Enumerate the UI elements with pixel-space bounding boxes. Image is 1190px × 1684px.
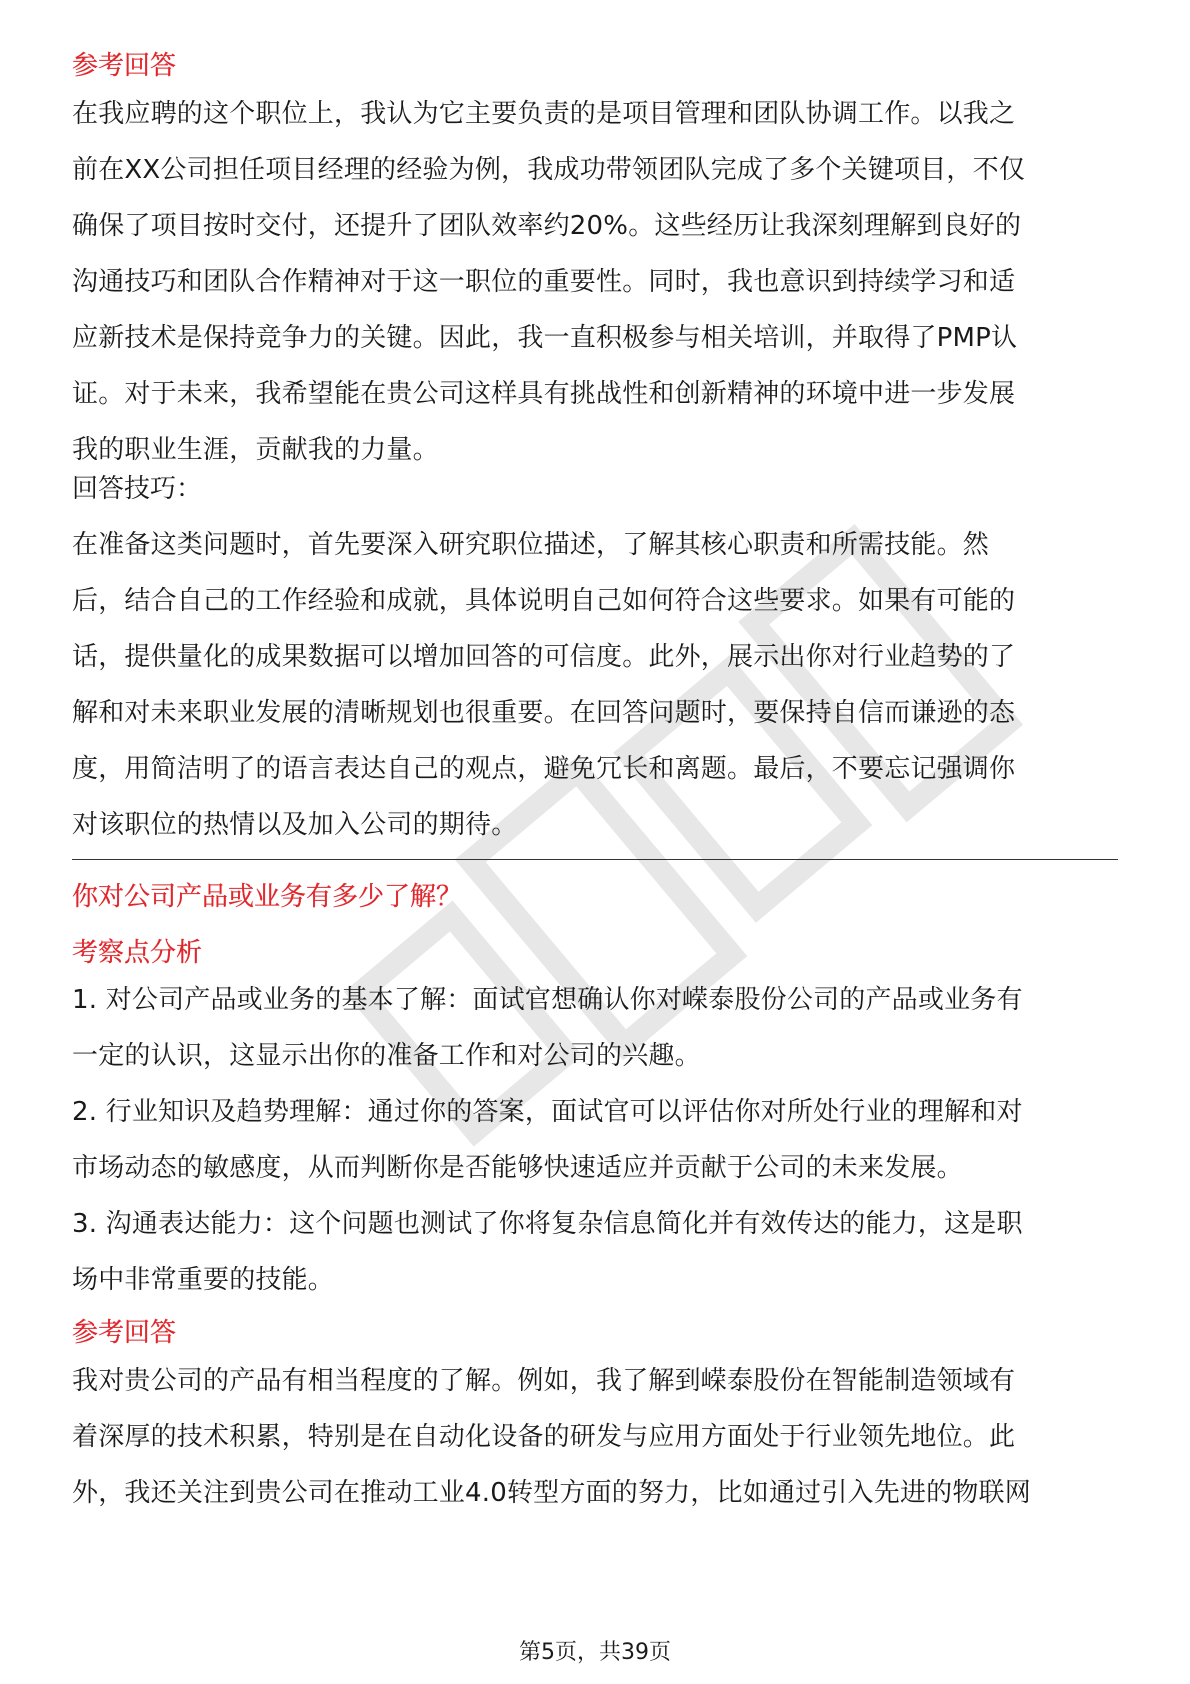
tips-line: 度，用简洁明了的语言表达自己的观点，避免冗长和离题。最后，不要忘记强调你 xyxy=(72,754,1016,784)
section-heading-analysis: 考察点分析 xyxy=(72,938,203,968)
answer-line: 我的职业生涯，贡献我的力量。 xyxy=(72,435,439,465)
analysis-line: 2. 行业知识及趋势理解：通过你的答案，面试官可以评估你对所处行业的理解和对 xyxy=(72,1097,1023,1127)
question-heading: 你对公司产品或业务有多少了解？ xyxy=(72,882,463,912)
tips-line: 后，结合自己的工作经验和成就，具体说明自己如何符合这些要求。如果有可能的 xyxy=(72,586,1016,616)
answer-line: 前在XX公司担任项目经理的经验为例，我成功带领团队完成了多个关键项目，不仅 xyxy=(72,155,1026,185)
analysis-line: 一定的认识，这显示出你的准备工作和对公司的兴趣。 xyxy=(72,1041,701,1071)
answer-line: 证。对于未来，我希望能在贵公司这样具有挑战性和创新精神的环境中进一步发展 xyxy=(72,379,1016,409)
answer-line: 确保了项目按时交付，还提升了团队效率约20%。这些经历让我深刻理解到良好的 xyxy=(72,211,1022,241)
section-divider xyxy=(72,859,1118,860)
answer-line: 着深厚的技术积累，特别是在自动化设备的研发与应用方面处于行业领先地位。此 xyxy=(72,1422,1016,1452)
answer-line: 沟通技巧和团队合作精神对于这一职位的重要性。同时，我也意识到持续学习和适 xyxy=(72,267,1016,297)
answer-line: 我对贵公司的产品有相当程度的了解。例如，我了解到嵘泰股份在智能制造领域有 xyxy=(72,1366,1016,1396)
tips-label: 回答技巧： xyxy=(72,474,203,504)
section-heading-reference-answer-2: 参考回答 xyxy=(72,1318,177,1348)
reference-answer-paragraph-2 xyxy=(72,1353,1118,1521)
page-footer: 第5页，共39页 xyxy=(519,1640,671,1665)
analysis-line: 1. 对公司产品或业务的基本了解：面试官想确认你对嵘泰股份公司的产品或业务有 xyxy=(72,985,1023,1015)
analysis-line: 3. 沟通表达能力：这个问题也测试了你将复杂信息简化并有效传达的能力，这是职 xyxy=(72,1209,1023,1239)
tips-line: 对该职位的热情以及加入公司的期待。 xyxy=(72,810,518,840)
answer-line: 应新技术是保持竞争力的关键。因此，我一直积极参与相关培训，并取得了PMP认 xyxy=(72,323,1018,353)
tips-paragraph xyxy=(72,517,1118,853)
answer-line: 外，我还关注到贵公司在推动工业4.0转型方面的努力，比如通过引入先进的物联网 xyxy=(72,1478,1031,1508)
tips-line: 在准备这类问题时，首先要深入研究职位描述，了解其核心职责和所需技能。然 xyxy=(72,530,990,560)
analysis-list xyxy=(72,972,1118,1308)
section-heading-reference-answer: 参考回答 xyxy=(72,51,177,81)
tips-line: 话，提供量化的成果数据可以增加回答的可信度。此外，展示出你对行业趋势的了 xyxy=(72,642,1016,672)
analysis-line: 市场动态的敏感度，从而判断你是否能够快速适应并贡献于公司的未来发展。 xyxy=(72,1153,963,1183)
analysis-line: 场中非常重要的技能。 xyxy=(72,1265,335,1295)
answer-line: 在我应聘的这个职位上，我认为它主要负责的是项目管理和团队协调工作。以我之 xyxy=(72,99,1016,129)
tips-line: 解和对未来职业发展的清晰规划也很重要。在回答问题时，要保持自信而谦逊的态 xyxy=(72,698,1016,728)
reference-answer-paragraph xyxy=(72,86,1118,478)
